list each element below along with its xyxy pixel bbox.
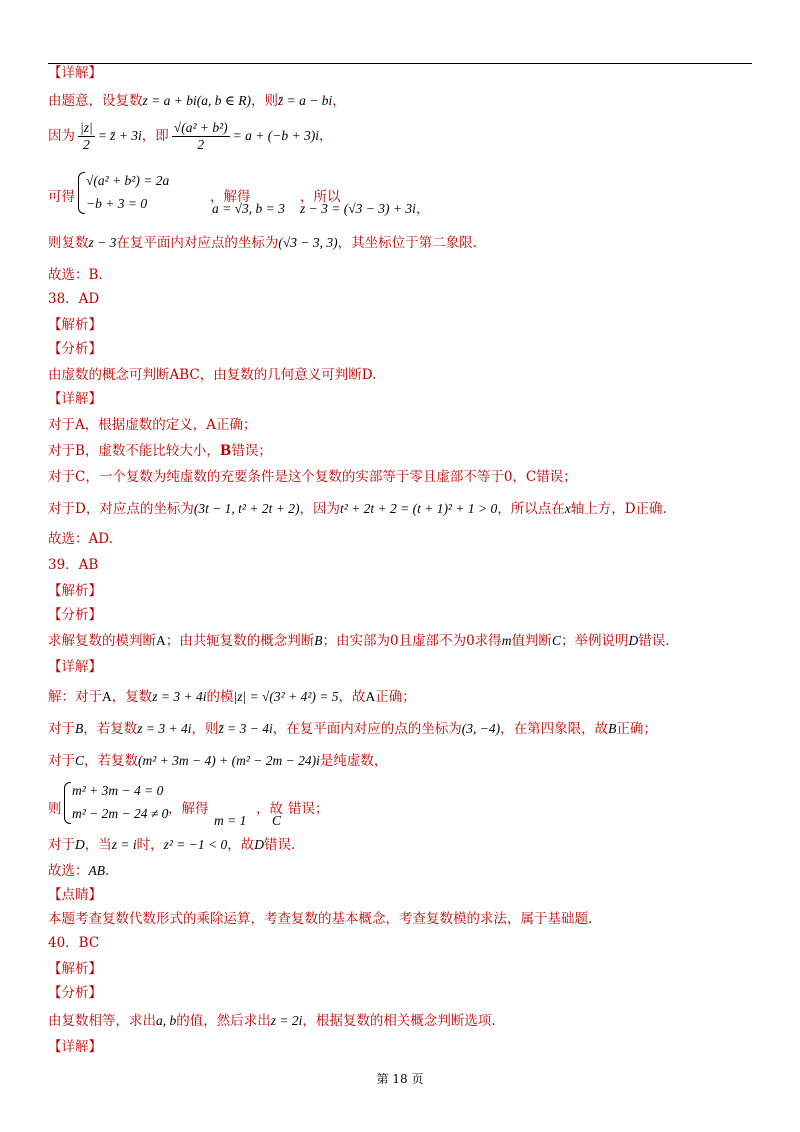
question-title: 38．AD bbox=[48, 291, 100, 307]
text: 错误； bbox=[288, 801, 329, 817]
text: 的模 bbox=[206, 689, 234, 705]
text: . bbox=[105, 863, 110, 879]
math: a, b bbox=[156, 1013, 177, 1028]
math: z = i bbox=[111, 837, 137, 852]
math: z = a + bi(a, b ∈ R) bbox=[142, 93, 251, 108]
math: A bbox=[102, 689, 112, 704]
math-line bbox=[212, 200, 285, 218]
text-line: 本题考查复数代数形式的乘除运算，考查复数的基本概念，考查复数模的求法，属于基础题. bbox=[48, 911, 593, 927]
math: A bbox=[365, 689, 376, 704]
text: ， bbox=[318, 128, 333, 144]
text: 是纯虚数， bbox=[319, 753, 388, 769]
header-rule bbox=[48, 63, 752, 64]
math-line bbox=[300, 200, 429, 218]
text-line bbox=[48, 836, 295, 854]
text-line bbox=[288, 800, 329, 818]
equation: −b + 3 = 0 bbox=[86, 196, 148, 211]
text: 在复平面内对应点的坐标为 bbox=[116, 235, 279, 251]
text: ，所以 bbox=[300, 189, 341, 205]
math: z̄ = 3 − 4i bbox=[218, 721, 273, 736]
text: ，故 bbox=[227, 837, 255, 853]
brace bbox=[78, 172, 85, 214]
text: ，根据复数的相关概念判断选项. bbox=[302, 1013, 496, 1029]
text: 错误； bbox=[231, 443, 272, 459]
question-title: 39．AB bbox=[48, 557, 99, 573]
text-line bbox=[48, 1012, 496, 1030]
heading-fenxi: 【分析】 bbox=[48, 607, 102, 623]
text: ，故 bbox=[338, 689, 366, 705]
math: a = √3, b = 3 bbox=[212, 201, 285, 216]
text: ，复数 bbox=[111, 689, 153, 705]
text: ，其坐标位于第二象限. bbox=[337, 235, 477, 251]
heading-fenxi: 【分析】 bbox=[48, 341, 102, 357]
math: = a + (−b + 3)i bbox=[232, 128, 319, 143]
math-line bbox=[272, 812, 281, 830]
text: ，在第四象限，故 bbox=[500, 721, 609, 737]
text: 时， bbox=[136, 837, 164, 853]
text: 解：对于 bbox=[48, 689, 102, 705]
math: z̄ = a − bi bbox=[277, 93, 333, 108]
text-line bbox=[48, 632, 670, 650]
math: C bbox=[272, 813, 282, 828]
brace bbox=[64, 782, 71, 824]
math: B bbox=[75, 721, 84, 736]
text-line bbox=[48, 688, 416, 706]
text-line bbox=[48, 800, 62, 818]
text: ，当 bbox=[84, 837, 112, 853]
text: B bbox=[219, 443, 232, 459]
math: z = 2i bbox=[270, 1013, 303, 1028]
text-line bbox=[48, 752, 387, 770]
math: AB bbox=[88, 863, 105, 878]
text: ，因为 bbox=[299, 501, 340, 517]
text-line bbox=[48, 500, 667, 518]
math: m = 1 bbox=[214, 813, 247, 828]
math: C bbox=[75, 753, 85, 768]
text: ，故 bbox=[256, 801, 283, 817]
heading-analysis: 【解析】 bbox=[48, 961, 102, 977]
math: B bbox=[608, 721, 617, 736]
heading-detail: 【详解】 bbox=[48, 1039, 102, 1055]
text: ，若复数 bbox=[83, 721, 138, 737]
text: 求解复数的模判断 bbox=[48, 633, 156, 649]
text: 对于 bbox=[48, 837, 75, 853]
text: ，即 bbox=[141, 128, 169, 144]
heading-fenxi: 【分析】 bbox=[48, 985, 102, 1001]
text: 因为 bbox=[48, 128, 75, 144]
math: z − 3 = (√3 − 3) + 3i bbox=[300, 201, 416, 216]
math-line bbox=[214, 812, 246, 830]
heading-analysis: 【解析】 bbox=[48, 583, 102, 599]
text-line: 故选：AD. bbox=[48, 531, 113, 547]
text-line bbox=[48, 862, 109, 880]
text: ，解得 bbox=[210, 189, 251, 205]
text: 则复数 bbox=[48, 235, 89, 251]
text-line bbox=[48, 188, 75, 206]
text: 正确； bbox=[616, 721, 657, 737]
text: ，若复数 bbox=[84, 753, 139, 769]
heading-detail: 【详解】 bbox=[48, 391, 102, 407]
text-line bbox=[48, 442, 272, 460]
math: = z̄ + 3i bbox=[97, 128, 142, 143]
text-line: 对于A，根据虚数的定义，A正确； bbox=[48, 417, 257, 433]
heading-dianjing: 【点睛】 bbox=[48, 887, 102, 903]
math: |z| = √(3² + 4²) = 5 bbox=[233, 689, 339, 704]
math: (√3 − 3, 3) bbox=[278, 235, 338, 250]
text: ；举例说明 bbox=[560, 633, 629, 649]
math: D bbox=[75, 837, 85, 852]
fraction: $\frac{|z|}{2}$ bbox=[80, 120, 93, 152]
math: x bbox=[564, 501, 571, 516]
text-line bbox=[168, 800, 209, 818]
text: 则 bbox=[48, 801, 62, 817]
text-line: 故选：B. bbox=[48, 267, 103, 283]
text: ，则 bbox=[250, 93, 278, 109]
text: 故选： bbox=[48, 863, 89, 879]
text: ， bbox=[415, 201, 430, 217]
equation: m² + 3m − 4 = 0 bbox=[72, 783, 164, 798]
fraction: $\frac{\text{√(a² + b²)}}{2}$ bbox=[173, 120, 228, 152]
math: z = 3 + 4i bbox=[137, 721, 192, 736]
math: (3, −4) bbox=[461, 721, 501, 736]
text: 轴上方，D正确. bbox=[570, 501, 667, 517]
math: z = 3 + 4i bbox=[152, 689, 207, 704]
math: B bbox=[314, 633, 323, 648]
math: (3t − 1, t² + 2t + 2) bbox=[193, 501, 300, 516]
text: 的值，然后求出 bbox=[176, 1013, 271, 1029]
text: 正确； bbox=[375, 689, 416, 705]
page-number: 第 18 页 bbox=[376, 1072, 424, 1086]
text: 值判断 bbox=[511, 633, 552, 649]
question-title: 40．BC bbox=[48, 935, 100, 951]
text: 可得 bbox=[48, 189, 75, 205]
text: 对于 bbox=[48, 721, 75, 737]
text: 由题意，设复数 bbox=[48, 93, 143, 109]
text-line bbox=[48, 720, 657, 738]
heading-detail: 【详解】 bbox=[48, 65, 102, 81]
math: t² + 2t + 2 = (t + 1)² + 1 > 0 bbox=[339, 501, 498, 516]
text: 对于B，虚数不能比较大小， bbox=[48, 443, 220, 459]
text-line: 对于C，一个复数为纯虚数的充要条件是这个复数的实部等于零且虚部不等于0，C错误； bbox=[48, 469, 577, 485]
equation: √(a² + b²) = 2a bbox=[86, 173, 170, 188]
text: ， bbox=[332, 93, 346, 109]
math: D bbox=[628, 633, 639, 648]
text-line bbox=[48, 234, 477, 252]
text: ，所以点在 bbox=[497, 501, 565, 517]
text: 错误. bbox=[638, 633, 670, 649]
heading-detail: 【详解】 bbox=[48, 659, 102, 675]
math: m bbox=[501, 633, 512, 648]
text: 对于D，对应点的坐标为 bbox=[48, 501, 194, 517]
text-line bbox=[48, 120, 332, 153]
text: ；由实部为0且虚部不为0求得 bbox=[322, 633, 502, 649]
math: z² = −1 < 0 bbox=[163, 837, 228, 852]
heading-analysis: 【解析】 bbox=[48, 317, 102, 333]
math: D bbox=[254, 837, 265, 852]
text-line: 由虚数的概念可判断ABC，由复数的几何意义可判断D. bbox=[48, 367, 377, 383]
text: ，在复平面内对应的点的坐标为 bbox=[272, 721, 462, 737]
text: ，解得 bbox=[168, 801, 209, 817]
text: ；由共轭复数的概念判断 bbox=[165, 633, 315, 649]
text: 由复数相等，求出 bbox=[48, 1013, 156, 1029]
math: A bbox=[156, 633, 166, 648]
text: 对于 bbox=[48, 753, 75, 769]
text: 错误. bbox=[264, 837, 296, 853]
equation: m² − 2m − 24 ≠ 0 bbox=[72, 806, 169, 821]
math: (m² + 3m − 4) + (m² − 2m − 24)i bbox=[138, 753, 320, 768]
math: z − 3 bbox=[88, 235, 117, 250]
text: ，则 bbox=[191, 721, 219, 737]
text-line bbox=[48, 92, 346, 110]
math: C bbox=[551, 633, 561, 648]
